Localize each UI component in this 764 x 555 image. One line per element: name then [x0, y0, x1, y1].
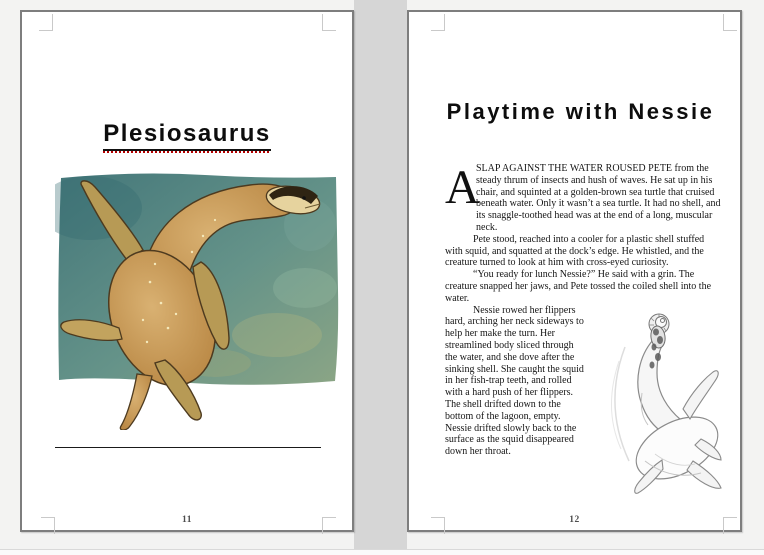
- paragraph-1-text: SLAP AGAINST THE WATER ROUSED PETE from the steady thrum of insects and hush of waves. He sat up in his chair, and squinted at a golden-brown sea turtle that cruised beneath water. Only it wasn’t a sea turtle. It had no shell, and its snaggle-toothed head was at the end of a long, muscular neck.: [476, 163, 721, 233]
- body-paragraph-4: Nessie rowed her flippers hard, arching her neck sideways to help her make the turn. Her streamlined body sliced through the water, and she dove after the sinking shell. She caught the squid in her fish-trap teeth, and rolled with a hard push of her flippers. The shell drifted down to the bottom of the lagoon, empty. Nessie drifted slowly back to the surface as the squid disappeared down her throat.: [445, 304, 584, 458]
- caption-rule: [55, 447, 321, 448]
- crop-mark-top-left: [39, 14, 53, 31]
- nessie-sketch-illustration: [595, 309, 723, 504]
- left-page-number: 11: [182, 515, 192, 525]
- plesiosaurus-illustration-svg: [55, 170, 341, 430]
- plesiosaurus-illustration: [55, 170, 341, 430]
- nessie-sketch-svg: [595, 309, 723, 504]
- page-divider: [354, 0, 407, 549]
- right-page-number: 12: [569, 515, 580, 525]
- right-page-title: Playtime with Nessie: [446, 99, 715, 124]
- chapter-body-text: [445, 163, 723, 506]
- left-page[interactable]: [20, 10, 354, 532]
- crop-mark-top-left: [431, 14, 445, 31]
- body-paragraph-3: “You ready for lunch Nessie?” He said with a grin. The creature snapped her jaws, and Pete tossed the coiled shell into the water.: [445, 269, 712, 304]
- body-paragraph-1: [445, 163, 723, 234]
- app-bottom-edge: [0, 549, 764, 555]
- left-page-title: [22, 120, 352, 151]
- right-page[interactable]: [407, 10, 742, 532]
- drop-cap: A: [445, 161, 480, 214]
- crop-mark-top-right: [322, 14, 336, 31]
- crop-mark-top-right: [723, 14, 737, 31]
- body-paragraph-2: Pete stood, reached into a cooler for a plastic shell stuffed with squid, and squatted at the dock’s edge. He whistled, and the creature turned to look at him with cross-eyed curiosity.: [445, 233, 705, 269]
- left-page-title-text: Plesiosaurus: [103, 120, 270, 151]
